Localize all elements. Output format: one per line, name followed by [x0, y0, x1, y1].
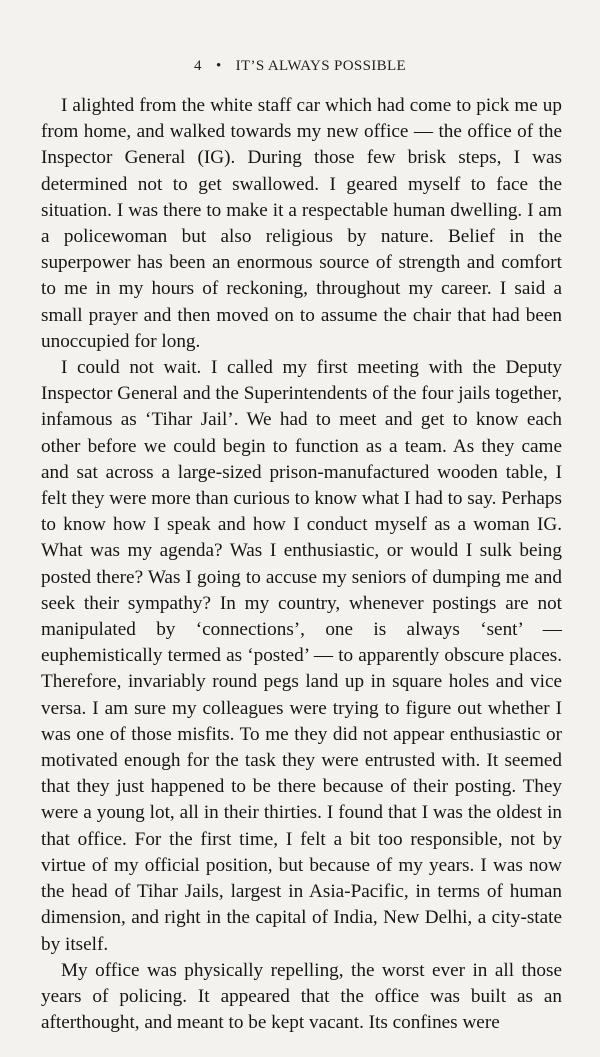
paragraph: My office was physically repelling, the worst ever in all those years of policing. It appeared that the office was built as an afterthought, and meant to be kept vacant. Its confines were — [41, 959, 562, 1034]
book-title: IT’S ALWAYS POSSIBLE — [235, 58, 407, 74]
running-head — [0, 58, 600, 75]
header-separator: • — [215, 58, 222, 74]
paragraph: I alighted from the white staff car which had come to pick me up from home, and walked towards my new office — the office of the Inspector General (IG). During those few brisk steps, I was determined not to get swallowed. I geared myself to face the situation. I was there to make it a respectable human dwelling. I am a policewoman but also religious by nature. Belief in the superpower has been an enormous source of strength and comfort to me in my hours of reckoning, throughout my career. I said a small prayer and then moved on to assume the chair that had been unoccupied for long. — [41, 95, 562, 352]
body-text — [41, 93, 562, 1036]
page-number: 4 — [193, 58, 202, 74]
paragraph: I could not wait. I called my first meeting with the Deputy Inspector General and the Superintendents of the four jails together, infamous as ‘Tihar Jail’. We had to meet and get to know each other before we could begin to function as a team. As they came and sat across a large-sized prison-manufactured wooden table, I felt they were more than curious to know what I had to say. Perhaps to know how I speak and how I conduct myself as a woman IG. What was my agenda? Was I enthusiastic, or would I sulk being posted there? Was I going to accuse my seniors of dumping me and seek their sympathy? In my country, whenever postings are not manipulated by ‘connections’, one is always ‘sent’ — euphemistically termed as ‘posted’ — to apparently obscure places. Therefore, invariably round pegs land up in square holes and vice versa. I am sure my colleagues were trying to figure out whether I was one of those misfits. To me they did not appear enthusiastic or motivated enough for the task they were entrusted with. It seemed that they just happened to be there because of their posting. They were a young lot, all in their thirties. I found that I was the oldest in that office. For the first time, I felt a bit too responsible, not by virtue of my official position, but because of my years. I was now the head of Tihar Jails, largest in Asia-Pacific, in terms of human dimension, and right in the capital of India, New Delhi, a city-state by itself. — [41, 357, 562, 955]
